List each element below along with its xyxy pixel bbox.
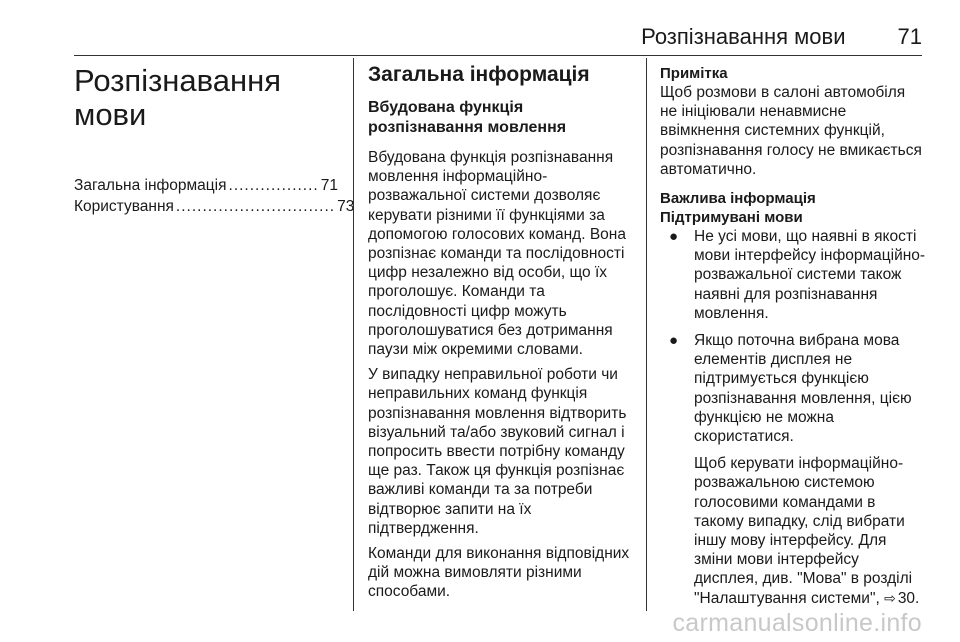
list-item-subtext: Щоб керувати інформаційно-розважальною системою голосовими командами в такому випадку, слід вибрати іншу мову інтерфейсу. Для зміни мови інтерфейсу дисплея, див. "Мова" в розділі "Налаштування системи", [694,455,913,607]
bullet-list [660,227,926,608]
page-reference-link[interactable]: 30. [897,589,920,607]
subsection-heading: Вбудована функція розпізнавання мовлення [368,99,567,136]
list-item-text: Якщо поточна вибрана мова елементів дисплея не підтримується функцією розпізнавання мовлення, цією функцією не можна скористатися. [694,332,912,446]
header-rule [74,55,922,56]
supported-languages-heading: Підтримувані мови [660,209,803,227]
column-divider-1 [353,58,354,611]
note-title: Примітка [660,65,728,82]
list-item [660,331,926,608]
column-divider-2 [646,58,647,611]
toc-entry-page[interactable]: 73 [337,198,355,215]
toc-leader-dots: .............................. [175,198,336,215]
column-middle [368,58,634,608]
table-of-contents [74,176,355,217]
chapter-title-line-1: Розпізнавання [74,63,282,98]
list-item-text: Не усі мови, що наявні в якості мови інтерфейсу інформаційно-розважальної системи також наявні для розпізнавання мовлення. [694,228,926,322]
header-section-title: Розпізнавання мови [641,24,846,49]
page-number: 71 [897,24,922,49]
toc-entry-page[interactable]: 71 [320,177,338,194]
column-left [74,58,355,218]
toc-entry[interactable] [74,176,338,196]
page-reference-arrow-icon: ⇨ [884,589,896,606]
toc-entry-label[interactable]: Користування [74,198,174,215]
important-info-heading: Важлива інформація [660,190,816,208]
section-heading: Загальна інформація [368,63,590,86]
running-header [641,24,922,50]
bullet-icon: ● [669,332,679,350]
body-paragraph: У випадку неправильної роботи чи неправильних команд функція розпізнавання мовлення відтворить візуальний та/або звуковий сигнал і попросить ввести потрібну команду ще раз. Також ця функція розпізнає важливі команди та за потреби відтворює запити на їх підтвердження. [368,366,627,537]
list-item-subparagraph [694,454,926,608]
toc-entry[interactable] [74,197,355,217]
list-item [660,227,926,323]
body-paragraph: Команди для виконання відповідних дій можна вимовляти різними способами. [368,545,630,601]
toc-entry-label[interactable]: Загальна інформація [74,177,227,194]
note-text: Щоб розмови в салоні автомобіля не ініціювали ненавмисне ввімкнення системних функцій, розпізнавання голосу не вмикається автоматично. [660,84,922,178]
column-right [660,58,926,616]
chapter-title [74,64,338,132]
watermark-text: carmanualsonline.info [672,609,922,637]
body-paragraph: Вбудована функція розпізнавання мовлення інформаційно-розважальної системи дозволяє керувати різними її функціями за допомогою голосових команд. Вона розпізнає команди та послідовності цифр незалежно від особи, що їх проголошує. Команди та послідовності цифр можуть проголошуватися без дотримання паузи між окремими словами. [368,149,626,359]
toc-leader-dots: ................. [228,177,319,194]
chapter-title-line-2: мови [74,97,147,132]
bullet-icon: ● [669,228,679,246]
